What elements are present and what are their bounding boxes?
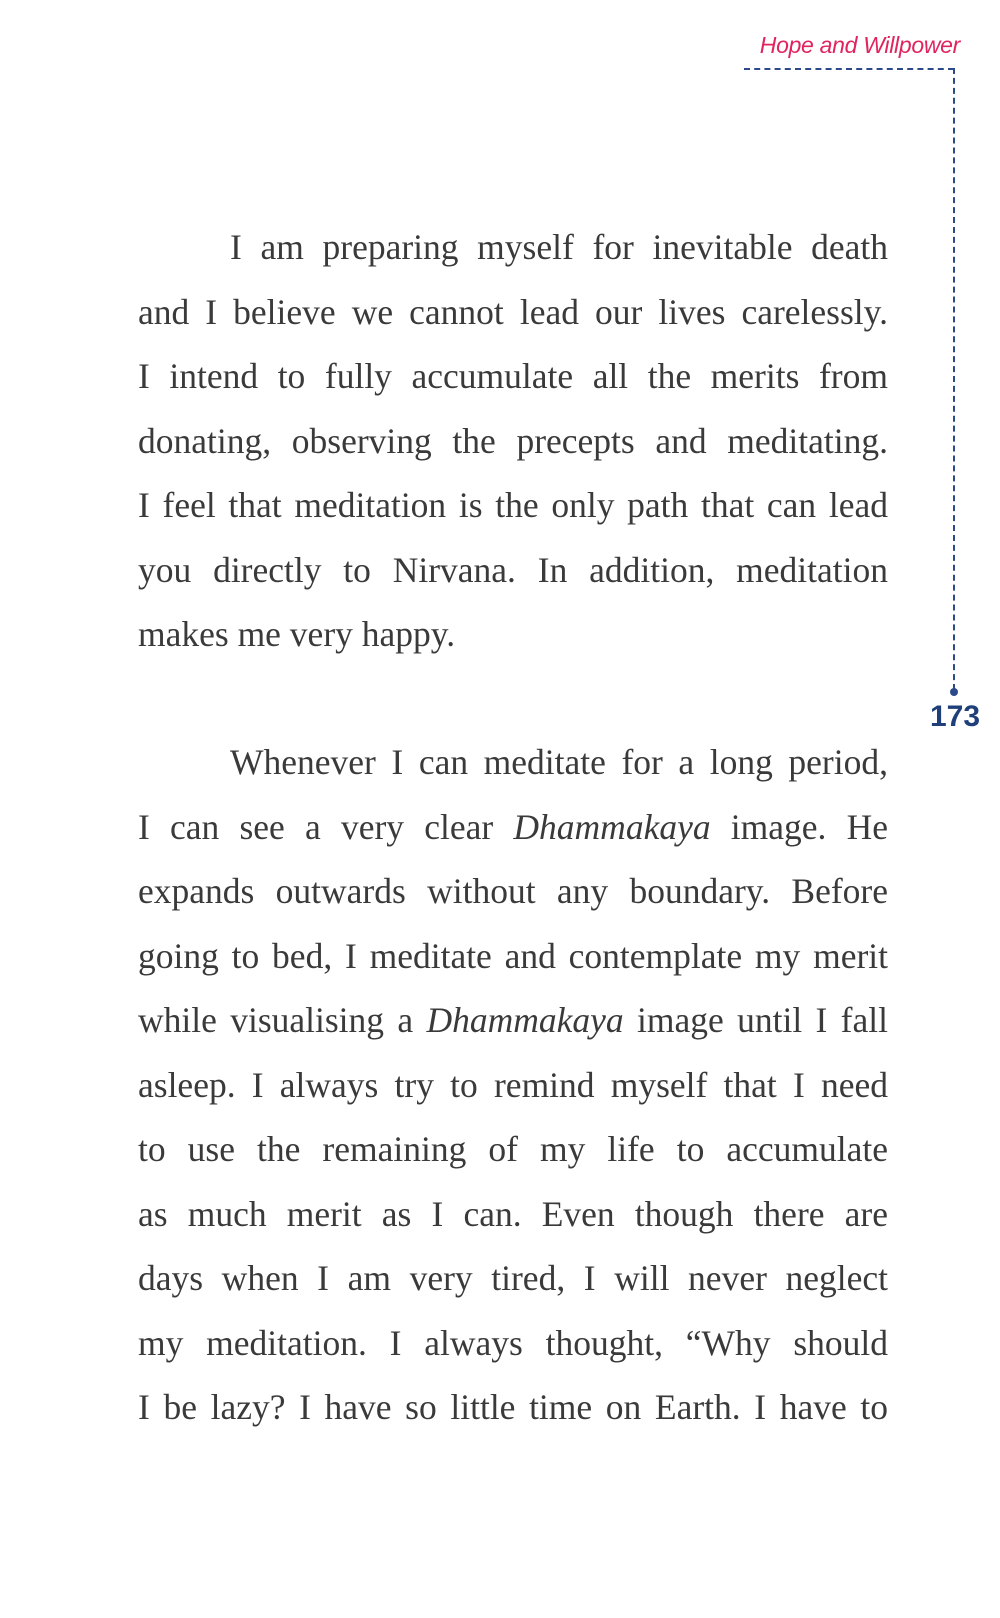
text-line — [138, 988, 888, 1053]
text-segment: image. He — [710, 806, 888, 847]
text-line — [138, 795, 888, 860]
text-line: donating, observing the precepts and meditating. — [138, 420, 888, 461]
text-segment: image until I fall — [623, 1000, 888, 1040]
text-line: expands outwards without any boundary. Before — [138, 871, 888, 911]
page-number: 173 — [929, 700, 981, 733]
text-line: I intend to fully accumulate all the merits from — [138, 356, 888, 396]
text-line: makes me very happy. — [138, 614, 456, 654]
text-line: days when I am very tired, I will never neglect — [138, 1258, 888, 1298]
side-dashed-rule — [953, 68, 955, 690]
text-line: my meditation. I always thought, “Why should — [138, 1322, 888, 1363]
italic-term: Dhammakaya — [513, 806, 711, 847]
text-line: going to bed, I meditate and contemplate my merit — [138, 935, 888, 976]
text-line: as much merit as I can. Even though there are — [138, 1193, 888, 1234]
text-line: you directly to Nirvana. In addition, meditation — [138, 549, 888, 590]
text-segment: while visualising a — [138, 1000, 427, 1040]
header-dashed-rule — [744, 68, 954, 70]
text-line: to use the remaining of my life to accumulate — [138, 1129, 888, 1169]
text-line: I am preparing myself for inevitable death — [230, 227, 888, 267]
paragraph-1 — [138, 215, 888, 667]
paragraph-2 — [138, 730, 888, 1440]
running-head: Hope and Willpower — [759, 32, 960, 58]
text-line: I be lazy? I have so little time on Earth. I have to — [138, 1387, 888, 1427]
text-line: I feel that meditation is the only path that can lead — [138, 485, 888, 525]
text-line: and I believe we cannot lead our lives carelessly. — [138, 291, 888, 332]
italic-term: Dhammakaya — [426, 1000, 624, 1040]
text-line: Whenever I can meditate for a long period, — [230, 742, 888, 782]
rule-end-dot — [950, 688, 958, 696]
text-segment: I can see a very clear — [138, 806, 514, 847]
text-line: asleep. I always try to remind myself that I need — [138, 1064, 888, 1105]
